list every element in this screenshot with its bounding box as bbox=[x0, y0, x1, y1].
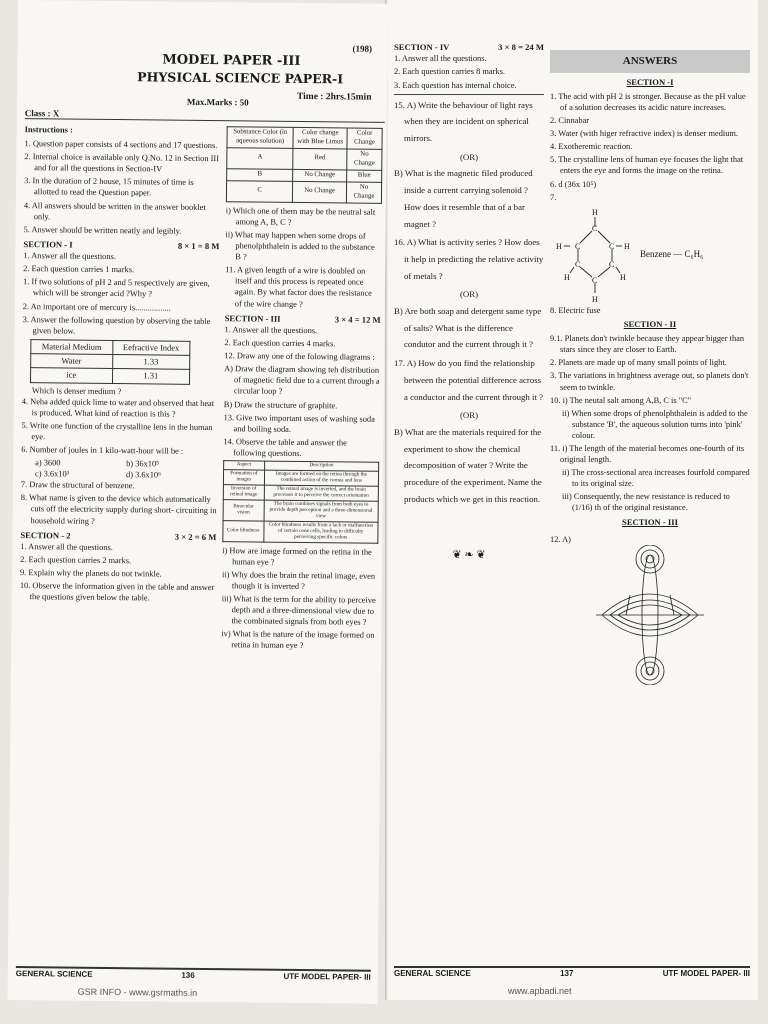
question: B) What are the materials required for the experiment to show the chemical decomposition of water ? Write the procedure of the experiment. Name the products which we get in this reaction. bbox=[394, 426, 542, 504]
question: iii) What is the term for the ability to perceive depth and a three-dimensional view due to the combinated signals from both eyes ? bbox=[221, 594, 376, 627]
rule: 2. Each question carries 8 marks. bbox=[394, 67, 505, 77]
rule: 1. Answer all the questions. bbox=[394, 54, 487, 64]
table-cell: C bbox=[226, 181, 292, 203]
instruction: 5. Answer should be written neatly and legibly. bbox=[23, 224, 182, 236]
table-cell: Images are formed on the retina through the combined action of the cornea and lens bbox=[264, 470, 379, 486]
paper-subtitle: PHYSICAL SCIENCE PAPER-I bbox=[137, 69, 344, 87]
left-footer bbox=[16, 966, 371, 983]
question: ii) Why does the brain the retinal image, even though it is inverted ? bbox=[221, 570, 376, 591]
watermark: www.apbadi.net bbox=[508, 986, 572, 997]
option: c) 3.6x10³ bbox=[34, 469, 70, 479]
section-4-column bbox=[394, 42, 544, 562]
table-header: Eefractive Index bbox=[112, 340, 190, 355]
answer: 7. bbox=[550, 192, 557, 202]
section-4-header bbox=[394, 42, 544, 53]
page-number: 137 bbox=[560, 969, 574, 979]
question: i) How are image formed on the retina in the human eye ? bbox=[222, 545, 372, 567]
answers-section-2: SECTION - II bbox=[623, 318, 677, 329]
question: B) Draw the structure of graphite. bbox=[223, 399, 338, 410]
svg-text:H: H bbox=[592, 207, 598, 217]
question: 17. A) How do you find the relationship between the potential difference across a conductor and the current through it ? bbox=[394, 358, 543, 402]
rule: 1. Answer all the questions. bbox=[224, 325, 318, 336]
svg-text:C: C bbox=[575, 259, 581, 269]
answer: 10. i) The neutal salt among A,B, C is "C" bbox=[550, 395, 692, 405]
question-text: Which is denser medium ? bbox=[31, 385, 122, 396]
or-separator: (OR) bbox=[459, 289, 479, 300]
table-cell: 1.31 bbox=[112, 369, 190, 384]
refractive-index-table bbox=[30, 339, 190, 384]
ornament: ❦ ❧ ❦ bbox=[452, 548, 486, 561]
svg-text:H: H bbox=[592, 294, 598, 304]
answer: 2. Cinnabar bbox=[550, 116, 590, 126]
svg-text:C: C bbox=[592, 223, 598, 233]
svg-text:H: H bbox=[624, 241, 630, 251]
footer-paper: UTF MODEL PAPER- III bbox=[662, 969, 750, 979]
litmus-table bbox=[226, 126, 383, 203]
max-marks: Max.Marks : 50 bbox=[186, 96, 249, 108]
section-marks: 3 × 2 = 6 M bbox=[174, 531, 217, 542]
table-cell: Water bbox=[31, 354, 113, 369]
footer-paper: UTF MODEL PAPER- III bbox=[283, 972, 371, 983]
svg-text:H: H bbox=[564, 272, 570, 282]
footer-subject: GENERAL SCIENCE bbox=[15, 969, 93, 980]
section-marks: 8 × 1 = 8 M bbox=[177, 240, 220, 251]
question: 10. Observe the information given in the table and answer the questions given below the table. bbox=[19, 581, 215, 603]
table-cell: ice bbox=[30, 368, 112, 383]
answer: 3. Water (with higer refractive index) is denser medium. bbox=[550, 129, 739, 139]
section-marks: 3 × 4 = 12 M bbox=[334, 313, 381, 325]
answer: 9.1. Planets don't twinkle because they appear bigger than stars since they are closer to Earth. bbox=[550, 334, 745, 355]
watermark: GSR INFO - www.gsrmaths.in bbox=[77, 986, 198, 999]
table-cell: Binocular vision bbox=[223, 500, 264, 521]
instruction: 4. All answers should be written in the answer booklet only. bbox=[23, 200, 206, 222]
question: A) Draw the diagram showing teh distribution of magnetic field due to a current through a circular loop ? bbox=[224, 364, 380, 397]
table-cell: No Change bbox=[293, 169, 347, 182]
rule: 1. Answer all the questions. bbox=[20, 542, 113, 552]
rule: 3. Each question has internal choice. bbox=[394, 80, 544, 95]
answers-column bbox=[550, 50, 750, 688]
question: B) Are both soap and detergent same type of salts? What is the difference condutor and the current through it ? bbox=[394, 306, 542, 350]
footer-subject: GENERAL SCIENCE bbox=[394, 969, 471, 979]
svg-text:C: C bbox=[609, 259, 615, 269]
question: B) What is the magnetic filed produced inside a current carrying solenoid ? How does it resemble that of a bar magnet ? bbox=[394, 168, 533, 229]
table-header: Substance Color (in aqueous solution) bbox=[227, 127, 293, 149]
question: 7. Draw the structural of benzene. bbox=[20, 480, 135, 491]
badge: (198) bbox=[352, 43, 373, 54]
question: 8. What name is given to the device which automatically cuts off the electricity supply during short- circuiting in household wiring ? bbox=[20, 493, 217, 526]
table-cell: Formation of images bbox=[223, 470, 264, 485]
table-cell: 1.33 bbox=[112, 355, 190, 370]
svg-text:C: C bbox=[609, 241, 615, 251]
page-number: 136 bbox=[181, 971, 195, 981]
svg-text:C: C bbox=[592, 275, 598, 285]
question: 16. A) What is activity series ? How does it help in predicting the relative activity of metals ? bbox=[394, 237, 544, 281]
answer: 1. The acid with pH 2 is stronger. Because as the pH value of a solution decreases its acidic nature increases. bbox=[550, 91, 746, 112]
rule: 2. Each question carries 1 marks. bbox=[23, 264, 135, 275]
section-title: SECTION - I bbox=[23, 238, 73, 250]
table-cell: Inversion of retinal image bbox=[223, 485, 264, 500]
section-marks: 3 × 8 = 24 M bbox=[498, 42, 544, 52]
table-header: Aspect bbox=[224, 461, 265, 470]
time: Time : 2hrs.15min bbox=[296, 91, 372, 103]
answer: 4. Exotheremic reaction. bbox=[550, 142, 633, 152]
question: 5. Write one function of the crystalline lens in the human eye. bbox=[21, 420, 213, 442]
question: iv) What is the nature of the image formed on retina in human eye ? bbox=[221, 629, 375, 651]
answers-section-3: SECTION - III bbox=[622, 516, 678, 527]
section-title: SECTION - IV bbox=[394, 42, 450, 52]
question: 11. A given length of a wire is doubled on itself and this process is repeated once again. By what factor does the resistance of the wire change ? bbox=[225, 265, 372, 309]
svg-text:C: C bbox=[575, 241, 581, 251]
option: d) 3.6x10⁶ bbox=[125, 470, 162, 480]
aspect-table bbox=[222, 460, 379, 543]
question: i) Which one of them may be the neutral salt among A, B, C ? bbox=[225, 205, 376, 227]
svg-text:H: H bbox=[620, 272, 626, 282]
table-cell: No Change bbox=[347, 149, 382, 170]
benzene-figure bbox=[550, 205, 750, 305]
answer: 6. d (36x 10⁵) bbox=[550, 179, 597, 189]
magnetic-field-loop-diagram bbox=[590, 545, 710, 685]
rule: 1. Answer all the questions. bbox=[23, 251, 116, 262]
benzene-structure-diagram bbox=[550, 205, 640, 305]
table-cell: Color blindness bbox=[223, 520, 264, 541]
option: a) 3600 bbox=[35, 458, 61, 468]
answer: 3. The variations in brightness average out, so planets don't seem to twinkle. bbox=[550, 371, 749, 392]
question: 12. Draw any one of the folowing diagrams : bbox=[224, 351, 375, 362]
table-header: Material Medium bbox=[31, 339, 113, 354]
question: 1. If two solutions of pH 2 and 5 respectively are given, which will be stronger acid ?Why ? bbox=[23, 277, 210, 299]
section-title: SECTION - III bbox=[224, 312, 281, 324]
question: 14. Observe the table and answer the following questions. bbox=[223, 436, 347, 458]
table-cell: The retinal image is inverted, and the brain processes it to perceive the correct orientation bbox=[264, 485, 379, 501]
instruction: 2. Internal choice is available only Q.No. 12 in Section III and for all the questions in Section-IV bbox=[24, 152, 220, 174]
benzene-label: Benzene — C₆H₆ bbox=[640, 248, 704, 259]
header-rule bbox=[25, 118, 385, 123]
table-cell: Blue bbox=[347, 170, 382, 182]
answer: 2. Planets are made up of many small points of light. bbox=[550, 358, 727, 368]
svg-text:H: H bbox=[556, 241, 562, 251]
or-separator: (OR) bbox=[459, 151, 479, 162]
left-column bbox=[20, 124, 221, 606]
table-cell: Red bbox=[293, 148, 347, 170]
instruction: 1. Question paper consists of 4 sections and 17 questions. bbox=[24, 139, 218, 151]
section-title: SECTION - 2 bbox=[20, 529, 71, 541]
question: 4. Neha added quick lime to water and observed that heat is produced. What kind of reaction is this ? bbox=[21, 396, 215, 419]
right-column bbox=[221, 126, 383, 654]
option: b) 36x10⁵ bbox=[126, 459, 160, 469]
table-cell: No Change bbox=[293, 181, 347, 203]
table-cell: No Change bbox=[346, 182, 381, 203]
options bbox=[21, 457, 217, 481]
answer: ii) The cross-sectional area increases fourfold compared to its original size. bbox=[562, 468, 750, 489]
left-page bbox=[8, 0, 388, 1004]
question: ii) What may happen when some drops of phenolphthalein is added to the substance B ? bbox=[225, 230, 375, 262]
instructions-heading: Instructions : bbox=[24, 125, 73, 135]
question: 15. A) Write the behaviour of light rays when they are incident on spherical mirrors. bbox=[394, 99, 533, 144]
rule: 2. Each question carries 4 marks. bbox=[224, 338, 336, 349]
instruction: 3. In the duration of 2 house, 15 minutes of time is allotted to read the Question paper. bbox=[24, 176, 194, 198]
table-header: Description bbox=[264, 461, 379, 471]
table-cell: Color blindness results from a lack or malfunction of certain cone cells, leading to difficulty perceiving specific colors bbox=[263, 521, 378, 543]
table-cell: A bbox=[227, 148, 293, 170]
answer: iii) Consequently, the new resistance is reduced to (1/16) th of the original resistance. bbox=[562, 492, 730, 513]
question: 13. Give two important uses of washing soda and boiling soda. bbox=[223, 412, 375, 434]
question: 9. Explain why the planets do not twinkle. bbox=[19, 568, 162, 579]
table-header: Color change with Blue Limus bbox=[293, 127, 347, 149]
paper-title: MODEL PAPER -III bbox=[162, 52, 301, 69]
answer: 12. A) bbox=[550, 534, 571, 544]
right-page bbox=[388, 0, 758, 1000]
rule: 2. Each question carries 2 marks. bbox=[20, 555, 132, 566]
table-header: Color Change bbox=[347, 128, 382, 149]
table-cell: B bbox=[227, 169, 293, 182]
question: 3. Answer the following question by observing the table given below. bbox=[22, 314, 211, 336]
question: 2. An important ore of mercury is................. bbox=[22, 301, 171, 313]
answers-section-1: SECTION -I bbox=[626, 76, 674, 87]
table-cell: The brain combines signals from both eyes to provide depth perception and a three-dimensional view bbox=[264, 500, 379, 522]
answer: ii) When some drops of phenolphthalein is added to the substance 'B', the aqueous solution turns into 'pink' colour. bbox=[562, 408, 748, 440]
or-separator: (OR) bbox=[459, 410, 479, 421]
question: 6. Number of joules in 1 kilo-watt-hour will be : bbox=[21, 445, 184, 456]
answers-title: ANSWERS bbox=[550, 50, 750, 73]
answer: 11. i) The length of the material becomes one-fourth of its original length. bbox=[550, 443, 745, 465]
answer: 5. The crystalline lens of human eye focuses the light that enters the eye and forms the image on the retina. bbox=[550, 155, 744, 176]
answer: 8. Electric fuse bbox=[550, 305, 601, 315]
class-label: Class : X bbox=[24, 108, 60, 119]
right-footer bbox=[394, 966, 750, 980]
